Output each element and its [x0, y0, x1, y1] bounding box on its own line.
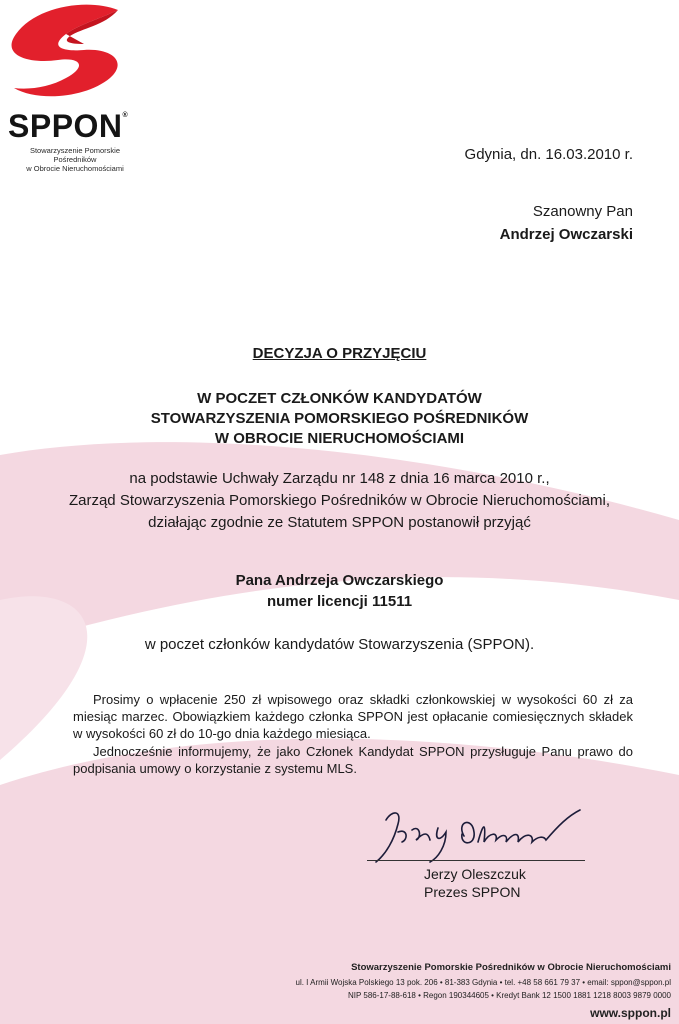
signer-title: Prezes SPPON: [424, 884, 521, 900]
logo-wordmark: SPPON®: [8, 108, 129, 144]
heading-line: W OBROCIE NIERUCHOMOŚCIAMI: [214, 430, 465, 447]
heading-line: W POCZET CZŁONKÓW KANDYDATÓW: [197, 390, 482, 407]
person-name: Pana Andrzeja Owczarskiego: [235, 572, 444, 589]
salutation: Szanowny Pan: [532, 203, 633, 220]
footer-identifiers: NIP 586-17-88-618 • Regon 190344605 • Kredyt Bank 12 1500 1881 1218 8003 9879 0000: [347, 991, 671, 1000]
registered-mark: ®: [122, 112, 129, 119]
logo-subtitle: [10, 146, 140, 173]
signer-name: Jerzy Oleszczuk: [424, 866, 526, 882]
mls-paragraph: Jednocześnie informujemy, że jako Członek Kandydat SPPON przysługuje Panu prawo do podpisania umowy o korzystanie z systemu MLS.: [73, 744, 633, 776]
basis-line: działając zgodnie ze Statutem SPPON postanowił przyjąć: [148, 514, 531, 531]
decision-basis: [0, 468, 679, 534]
license-number: numer licencji 11511: [266, 593, 413, 610]
basis-line: na podstawie Uchwały Zarządu nr 148 z dnia 16 marca 2010 r.,: [129, 470, 550, 487]
recipient-name: Andrzej Owczarski: [499, 226, 633, 243]
basis-line: Zarząd Stowarzyszenia Pomorskiego Pośredników w Obrocie Nieruchomościami,: [68, 492, 611, 509]
decision-heading: [0, 389, 679, 449]
membership-statement: w poczet członków kandydatów Stowarzyszenia (SPPON).: [144, 636, 535, 653]
logo-subtitle-line1: Stowarzyszenie Pomorskie Pośredników: [29, 146, 121, 164]
heading-line: STOWARZYSZENIA POMORSKIEGO POŚREDNIKÓW: [150, 410, 529, 427]
footer-address: ul. I Armii Wojska Polskiego 13 pok. 206 • 81-383 Gdynia • tel. +48 58 661 79 37 • email: sppon@sppon.pl: [295, 978, 671, 987]
payment-paragraph: Prosimy o wpłacenie 250 zł wpisowego oraz składki członkowskiej w wysokości 60 zł za miesiąc marzec. Obowiązkiem każdego członka SPPON jest opłacanie comiesięcznych składek w wysokości 60 zł do 10-go dnia każdego miesiąca.: [73, 692, 633, 741]
admitted-person: [0, 570, 679, 612]
signature-line: [367, 860, 585, 861]
signer-block: [418, 865, 526, 901]
handwritten-signature: [368, 802, 588, 868]
letter-date: Gdynia, dn. 16.03.2010 r.: [464, 146, 633, 163]
decision-title: DECYZJA O PRZYJĘCIU: [252, 345, 427, 362]
sppon-logo-mark: [6, 4, 128, 104]
footer-website: www.sppon.pl: [590, 1006, 671, 1020]
logo-subtitle-line2: w Obrocie Nieruchomościami: [26, 164, 124, 173]
footer-organization: Stowarzyszenie Pomorskie Pośredników w Obrocie Nieruchomościami: [351, 962, 671, 973]
